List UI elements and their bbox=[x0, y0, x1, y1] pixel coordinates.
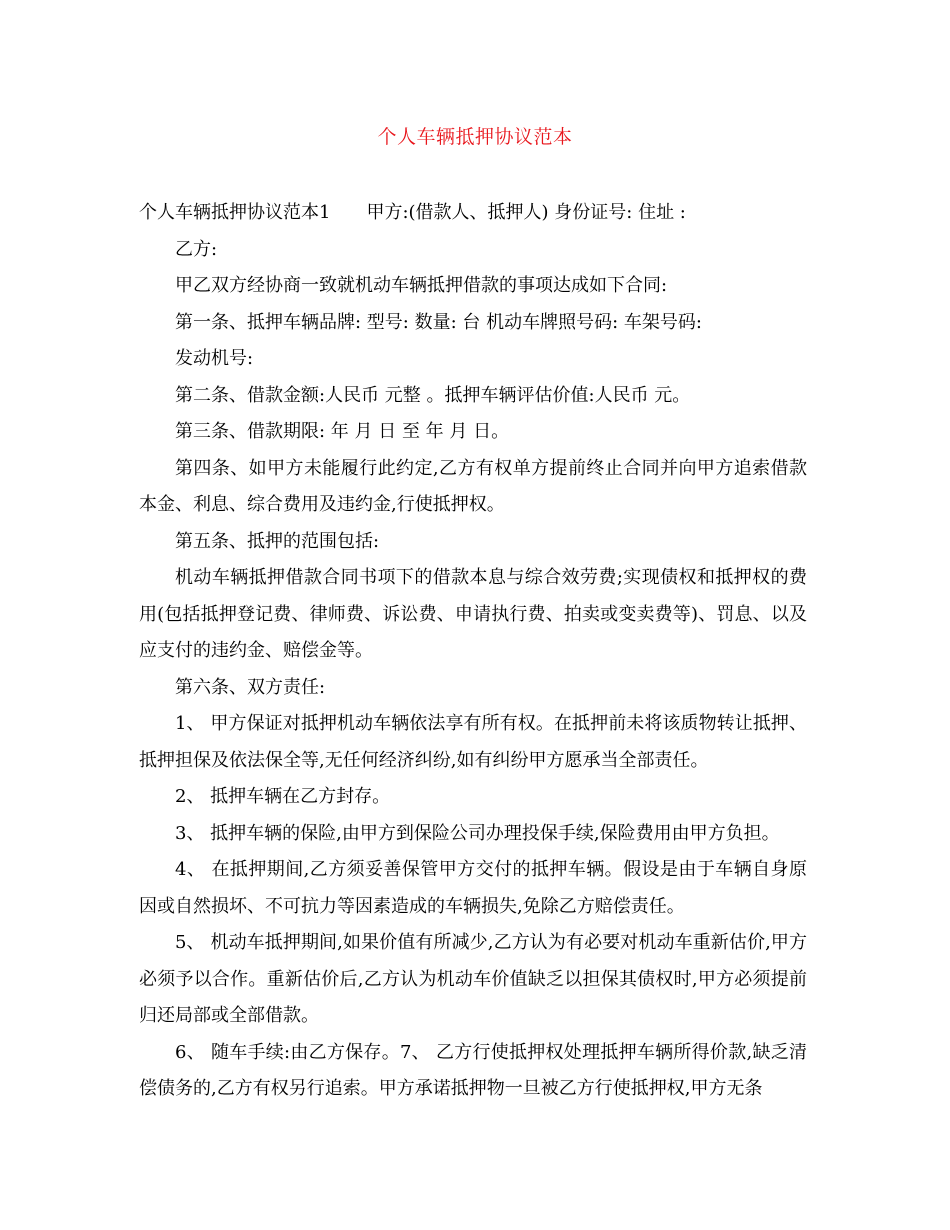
clause-1: 第一条、抵押车辆品牌: 型号: 数量: 台 机动车牌照号码: 车架号码: bbox=[175, 311, 702, 333]
document-body bbox=[139, 195, 807, 1108]
clause-5: 第五条、抵押的范围包括: bbox=[175, 530, 380, 552]
paragraph-first-line bbox=[139, 195, 807, 232]
clause-2: 第二条、借款金额:人民币 元整 。抵押车辆评估价值:人民币 元。 bbox=[175, 384, 691, 406]
clause-6-item-1: 1、 甲方保证对抵押机动车辆依法享有所有权。在抵押前未将该质物转让抵押、抵押担保及依法保全等,无任何经济纠纷,如有纠纷甲方愿承当全部责任。 bbox=[139, 713, 807, 771]
clause-5-content: 机动车辆抵押借款合同书项下的借款本息与综合效劳费;实现债权和抵押权的费用(包括抵押登记费、律师费、诉讼费、申请执行费、拍卖或变卖费等)、罚息、以及应支付的违约金、赔偿金等。 bbox=[139, 567, 807, 661]
clause-6-item-4: 4、 在抵押期间,乙方须妥善保管甲方交付的抵押车辆。假设是由于车辆自身原因或自然损坏、不可抗力等因素造成的车辆损失,免除乙方赔偿责任。 bbox=[139, 859, 807, 917]
clause-6-item-3: 3、 抵押车辆的保险,由甲方到保险公司办理投保手续,保险费用由甲方负担。 bbox=[175, 822, 780, 844]
clause-6-item-5: 5、 机动车抵押期间,如果价值有所减少,乙方认为有必要对机动车重新估价,甲方必须予以合作。重新估价后,乙方认为机动车价值缺乏以担保其债权时,甲方必须提前归还局部或全部借款。 bbox=[139, 932, 807, 1026]
party-b-line: 乙方: bbox=[175, 238, 218, 260]
party-a-line: 甲方:(借款人、抵押人) 身份证号: 住址 : bbox=[366, 202, 686, 223]
clause-6: 第六条、双方责任: bbox=[175, 676, 326, 698]
clause-6-item-2: 2、 抵押车辆在乙方封存。 bbox=[175, 786, 391, 807]
clause-3: 第三条、借款期限: 年 月 日 至 年 月 日。 bbox=[175, 421, 510, 442]
paragraph: 甲乙双方经协商一致就机动车辆抵押借款的事项达成如下合同: bbox=[175, 275, 668, 296]
clause-6-item-6: 6、 随车手续:由乙方保存。7、 乙方行使抵押权处理抵押车辆所得价款,缺乏清偿债务的,乙方有权另行追索。甲方承诺抵押物一旦被乙方行使抵押权,甲方无条 bbox=[139, 1041, 807, 1099]
agreement-heading: 个人车辆抵押协议范本1 bbox=[139, 202, 331, 223]
document-title: 个人车辆抵押协议范本 bbox=[377, 126, 573, 148]
clause-4: 第四条、如甲方未能履行此约定,乙方有权单方提前终止合同并向甲方追索借款本金、利息、综合费用及违约金,行使抵押权。 bbox=[139, 457, 807, 515]
engine-number-line: 发动机号: bbox=[175, 348, 254, 369]
